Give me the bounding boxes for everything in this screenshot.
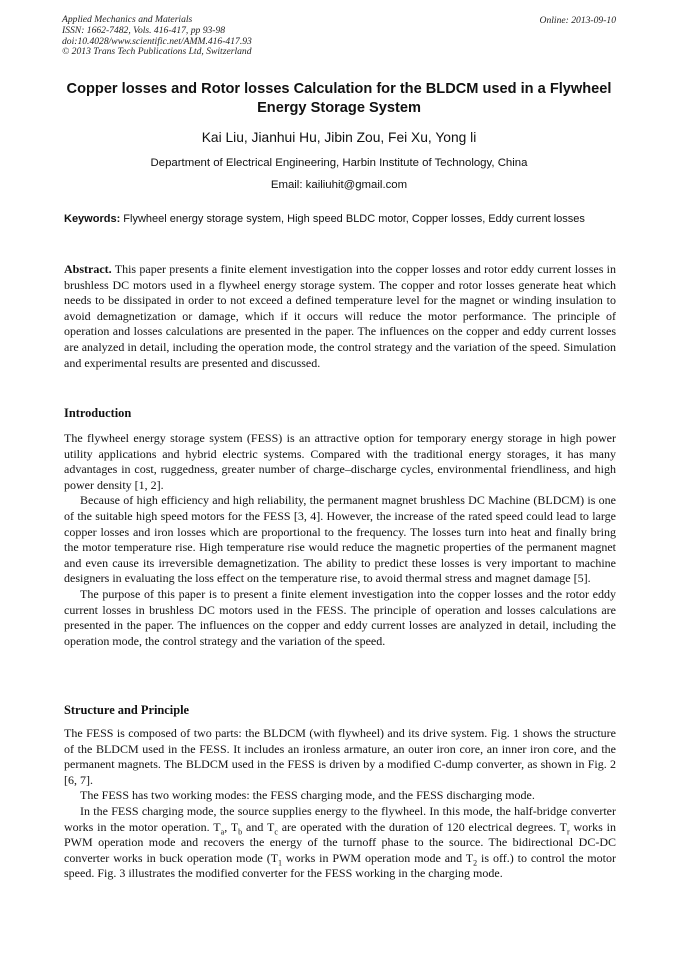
authors: Kai Liu, Jianhui Hu, Jibin Zou, Fei Xu, Yong li xyxy=(201,130,477,145)
copyright-line: © 2013 Trans Tech Publications Ltd, Switzerland xyxy=(62,46,252,58)
journal-name: Applied Mechanics and Materials xyxy=(62,14,193,25)
paragraph: In the FESS charging mode, the source supplies energy to the flywheel. In this mode, the half-bridge converter works in the motor operation. $T_a$, $T_b$ and $T_c$ are operated with the duration of 120 electrical degrees. $T_r$ works in PWM operation mode and recovers the energy of the turnoff phase to the source. The bidirectional DC-DC converter works in buck operation mode ($T_1$ works in PWM operation mode and $T_2$ is off.) to control the motor speed. Fig. 3 illustrates the modified converter for the FESS working in the charging mode. xyxy=(64,803,616,881)
paragraph: The purpose of this paper is to present a finite element investigation into the copper losses and the rotor eddy current losses in brushless DC motors used in the FESS. The principle of operation and losses calculations are presented in the paper. The influences on the copper and eddy current losses are analyzed in detail, including the operation mode, the control strategy and the variation of the speed. xyxy=(64,586,616,648)
affiliation: Department of Electrical Engineering, Harbin Institute of Technology, China xyxy=(150,157,528,169)
email: Email: kailiuhit@gmail.com xyxy=(270,179,408,191)
abstract xyxy=(64,262,616,371)
journal-header xyxy=(62,15,616,58)
keywords xyxy=(64,212,616,226)
paragraph: The flywheel energy storage system (FESS) is an attractive option for temporary energy storage in high power utility applications and hybrid electric systems. Compared with the traditional energy storages, it has many advantages in cost, ruggedness, greater number of charge–discharge cycles, environmental friendliness, and high power density [1, 2]. xyxy=(64,431,616,492)
paper-title: Copper losses and Rotor losses Calculation for the BLDCM used in a Flywheel Energy Storage System xyxy=(66,81,612,116)
abstract-label: Abstract. xyxy=(64,262,112,276)
keywords-text: Flywheel energy storage system, High speed BLDC motor, Copper losses, Eddy current losses xyxy=(120,213,585,225)
online-date: Online: 2013-09-10 xyxy=(539,15,616,26)
keywords-label: Keywords: xyxy=(64,213,121,225)
issn-line: ISSN: 1662-7482, Vols. 416-417, pp 93-98 xyxy=(62,24,226,36)
structure-body xyxy=(64,726,616,882)
paragraph: The FESS has two working modes: the FESS charging mode, and the FESS discharging mode. xyxy=(80,788,535,803)
section-heading-introduction: Introduction xyxy=(64,406,132,420)
doi-line: doi:10.4028/www.scientific.net/AMM.416-417.93 xyxy=(62,35,252,47)
abstract-text: This paper presents a finite element investigation into the copper losses and rotor eddy current losses in brushless DC motors used in a flywheel energy storage system. The copper and rotor losses generate heat which needs to be dissipated in order to not exceed a defined temperature level for the magnet or winding insulation to avoid demagnetization or damage, which if it occurs will reduce the motor performance. The principle of operation and losses calculations are presented in the paper. The influences on the copper and eddy current losses are analyzed in detail, including the operation mode, the control strategy and the variation of the speed. Simulation and experimental results are presented and discussed. xyxy=(64,262,616,370)
paragraph: Because of high efficiency and high reliability, the permanent magnet brushless DC Machine (BLDCM) is one of the suitable high speed motors for the FESS [3, 4]. However, the increase of the rated speed could lead to large copper losses and iron losses which are proportional to the frequency. The losses turn into heat and finally bring the motor temperature rise. High temperature rise would reduce the magnetic properties of the permanent magnet and even cause its irreversible demagnetization. The ability to predict these losses is very important to machine designers in evaluating the loss effect on the temperature rise, to avoid thermal stress and magnet damage [5]. xyxy=(64,493,616,586)
section-heading-structure: Structure and Principle xyxy=(64,703,190,717)
paragraph: The FESS is composed of two parts: the BLDCM (with flywheel) and its drive system. Fig. 1 shows the structure of the BLDCM used in the FESS. It includes an ironless armature, an outer iron core, an inner iron core, and the permanent magnets. The BLDCM used in the FESS is driven by a modified C-dump converter, as shown in Fig. 2 [6, 7]. xyxy=(64,726,616,787)
introduction-body xyxy=(64,431,616,649)
